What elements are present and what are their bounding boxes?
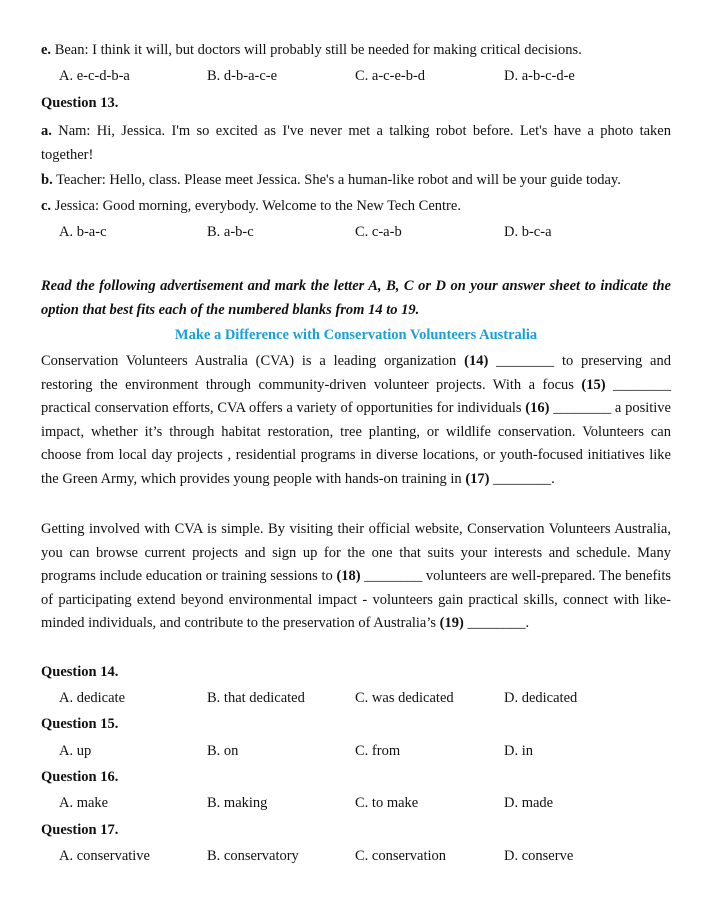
blank-number-15: (15) bbox=[581, 376, 606, 393]
text-run: Getting involved with CVA is simple. By visiting their official website, Conservation Volunteers Australia, you can browse current projects and sign up for the one that suits your interests and schedule. Many programs include education or training sessions to bbox=[41, 521, 671, 585]
line-label: a. bbox=[41, 123, 52, 139]
option-b[interactable]: B. that dedicated bbox=[207, 690, 305, 706]
option-b[interactable]: B. a-b-c bbox=[207, 224, 254, 240]
line-text: Teacher: Hello, class. Please meet Jessica. She's a human-like robot and will be your guide today. bbox=[56, 172, 621, 188]
option-a[interactable]: A. conservative bbox=[59, 848, 150, 864]
passage-title: Make a Difference with Conservation Volunteers Australia bbox=[174, 327, 538, 343]
option-d[interactable]: D. a-b-c-d-e bbox=[504, 68, 575, 84]
option-b[interactable]: B. making bbox=[207, 795, 268, 811]
blank-number-18: (18) bbox=[336, 568, 361, 585]
option-d[interactable]: D. dedicated bbox=[504, 690, 578, 706]
q12-options bbox=[41, 66, 671, 86]
option-c[interactable]: C. c-a-b bbox=[355, 224, 402, 240]
option-c[interactable]: C. to make bbox=[355, 795, 419, 811]
text-run: ________ a positive impact, whether it’s through habitat restoration, tree planting, or wildlife conservation. Volunteers can choose from local day projects , residential programs in diverse locations, or youth-focused initiatives like the Green Army, which provides young people with hands-on training in bbox=[41, 400, 671, 487]
text-run: Conservation Volunteers Australia (CVA) is a leading organization bbox=[41, 353, 465, 369]
text-run: ________. bbox=[463, 615, 530, 632]
line-text: Nam: Hi, Jessica. I'm so excited as I've never met a talking robot before. Let's have a photo taken together! bbox=[41, 123, 671, 163]
option-a[interactable]: A. dedicate bbox=[59, 690, 126, 706]
option-b[interactable]: B. d-b-a-c-e bbox=[207, 68, 278, 84]
q17-options bbox=[41, 846, 671, 866]
option-a[interactable]: A. e-c-d-b-a bbox=[59, 68, 130, 84]
question-17-heading: Question 17. bbox=[41, 822, 119, 838]
text-run: ________ to preserving and restoring the environment through community-driven volunteer projects. With a focus bbox=[41, 353, 671, 393]
option-d[interactable]: D. b-c-a bbox=[504, 224, 552, 240]
q12-line-e bbox=[41, 40, 582, 60]
question-13-heading: Question 13. bbox=[41, 95, 119, 111]
option-b[interactable]: B. on bbox=[207, 743, 239, 759]
option-c[interactable]: C. conservation bbox=[355, 848, 447, 864]
blank-number-16: (16) bbox=[525, 400, 550, 417]
option-d[interactable]: D. in bbox=[504, 743, 533, 759]
q13-line-a bbox=[41, 119, 671, 167]
q14-options bbox=[41, 688, 671, 708]
question-16-heading: Question 16. bbox=[41, 769, 119, 785]
q13-line-c bbox=[41, 196, 461, 216]
q16-options bbox=[41, 793, 671, 813]
line-label: c. bbox=[41, 198, 52, 214]
line-label: e. bbox=[41, 42, 52, 58]
text-run: ________ practical conservation efforts, CVA offers a variety of opportunities for individuals bbox=[41, 376, 671, 417]
option-d[interactable]: D. conserve bbox=[504, 848, 574, 864]
option-a[interactable]: A. make bbox=[59, 795, 109, 811]
passage-paragraph-2 bbox=[41, 518, 671, 636]
option-b[interactable]: B. conservatory bbox=[207, 848, 299, 864]
q13-options bbox=[41, 222, 671, 242]
instruction: Read the following advertisement and mark the letter A, B, C or D on your answer sheet to indicate the option that best fits each of the numbered blanks from 14 to 19. bbox=[41, 278, 671, 318]
q15-options bbox=[41, 741, 671, 761]
blank-number-19: (19) bbox=[439, 615, 464, 632]
line-text: Jessica: Good morning, everybody. Welcome to the New Tech Centre. bbox=[54, 198, 461, 214]
q13-line-b bbox=[41, 170, 621, 190]
passage-paragraph-1 bbox=[41, 350, 671, 492]
text-run: ________ volunteers are well-prepared. The benefits of participating extend beyond environmental impact - volunteers gain practical skills, connect with like-minded individuals, and contribute to the preservation of Australia’s bbox=[41, 568, 671, 632]
question-15-heading: Question 15. bbox=[41, 716, 119, 732]
option-c[interactable]: C. a-c-e-b-d bbox=[355, 68, 426, 84]
option-c[interactable]: C. from bbox=[355, 743, 401, 759]
option-d[interactable]: D. made bbox=[504, 795, 554, 811]
option-a[interactable]: A. b-a-c bbox=[59, 224, 107, 240]
text-run: ________. bbox=[489, 470, 555, 487]
question-14-heading: Question 14. bbox=[41, 664, 119, 680]
line-label: b. bbox=[41, 172, 53, 188]
blank-number-14: (14) bbox=[464, 353, 489, 369]
blank-number-17: (17) bbox=[465, 470, 490, 487]
option-a[interactable]: A. up bbox=[59, 743, 92, 759]
option-c[interactable]: C. was dedicated bbox=[355, 690, 454, 706]
line-text: Bean: I think it will, but doctors will probably still be needed for making critical decisions. bbox=[54, 42, 582, 58]
